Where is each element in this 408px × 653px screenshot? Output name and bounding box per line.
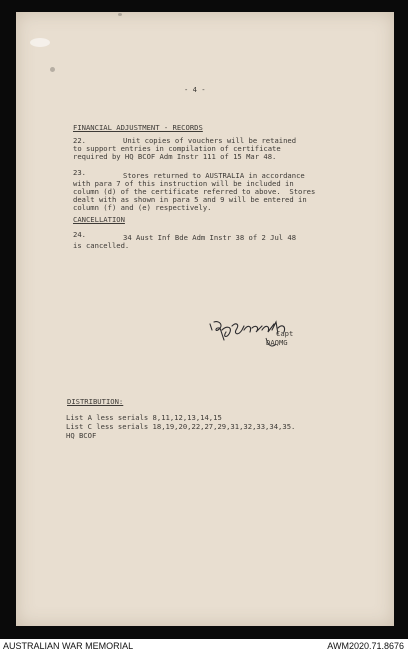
section-heading-cancellation: CANCELLATION <box>73 215 125 224</box>
distribution-line-3: HQ BCOF <box>66 431 97 440</box>
paragraph-23-line-5: column (f) and (e) respectively. <box>73 203 212 212</box>
paragraph-23-number: 23. <box>73 168 86 177</box>
distribution-line-1: List A less serials 8,11,12,13,14,15 <box>66 413 222 422</box>
paragraph-24-line-2: is cancelled. <box>73 241 130 250</box>
section-heading-financial: FINANCIAL ADJUSTMENT - RECORDS <box>73 123 203 132</box>
paragraph-22-line-2: to support entries in compilation of certificate <box>73 144 281 153</box>
paragraph-23-line-3: column (d) of the certificate referred to above. Stores <box>73 187 316 196</box>
paragraph-23-line-4: dealt with as shown in para 5 and 9 will be entered in <box>73 195 307 204</box>
paragraph-23-line-2: with para 7 of this instruction will be included in <box>73 179 294 188</box>
paragraph-23-line-1: Stores returned to AUSTRALIA in accordance <box>123 171 305 180</box>
accession-number: AWM2020.71.8676 <box>327 641 404 651</box>
document-page <box>16 12 394 626</box>
institution-name: AUSTRALIAN WAR MEMORIAL <box>3 641 134 651</box>
paragraph-22-number: 22. <box>73 136 86 145</box>
page-number: - 4 - <box>184 85 206 94</box>
signature-appointment: DAQMG <box>266 338 288 347</box>
distribution-line-2: List C less serials 18,19,20,22,27,29,31,32,33,34,35. <box>66 422 296 431</box>
paper-mark <box>30 38 50 47</box>
paragraph-22-line-1: Unit copies of vouchers will be retained <box>123 136 297 145</box>
signature-rank: Capt <box>276 329 294 338</box>
paper-mark <box>118 13 122 16</box>
footer-bar <box>0 639 408 653</box>
paragraph-24-line-1: 34 Aust Inf Bde Adm Instr 38 of 2 Jul 48 <box>123 233 297 242</box>
paragraph-24-number: 24. <box>73 230 86 239</box>
paper-mark <box>50 67 55 72</box>
paragraph-22-line-3: required by HQ BCOF Adm Instr 111 of 15 Mar 48. <box>73 152 277 161</box>
distribution-heading: DISTRIBUTION: <box>67 397 124 406</box>
